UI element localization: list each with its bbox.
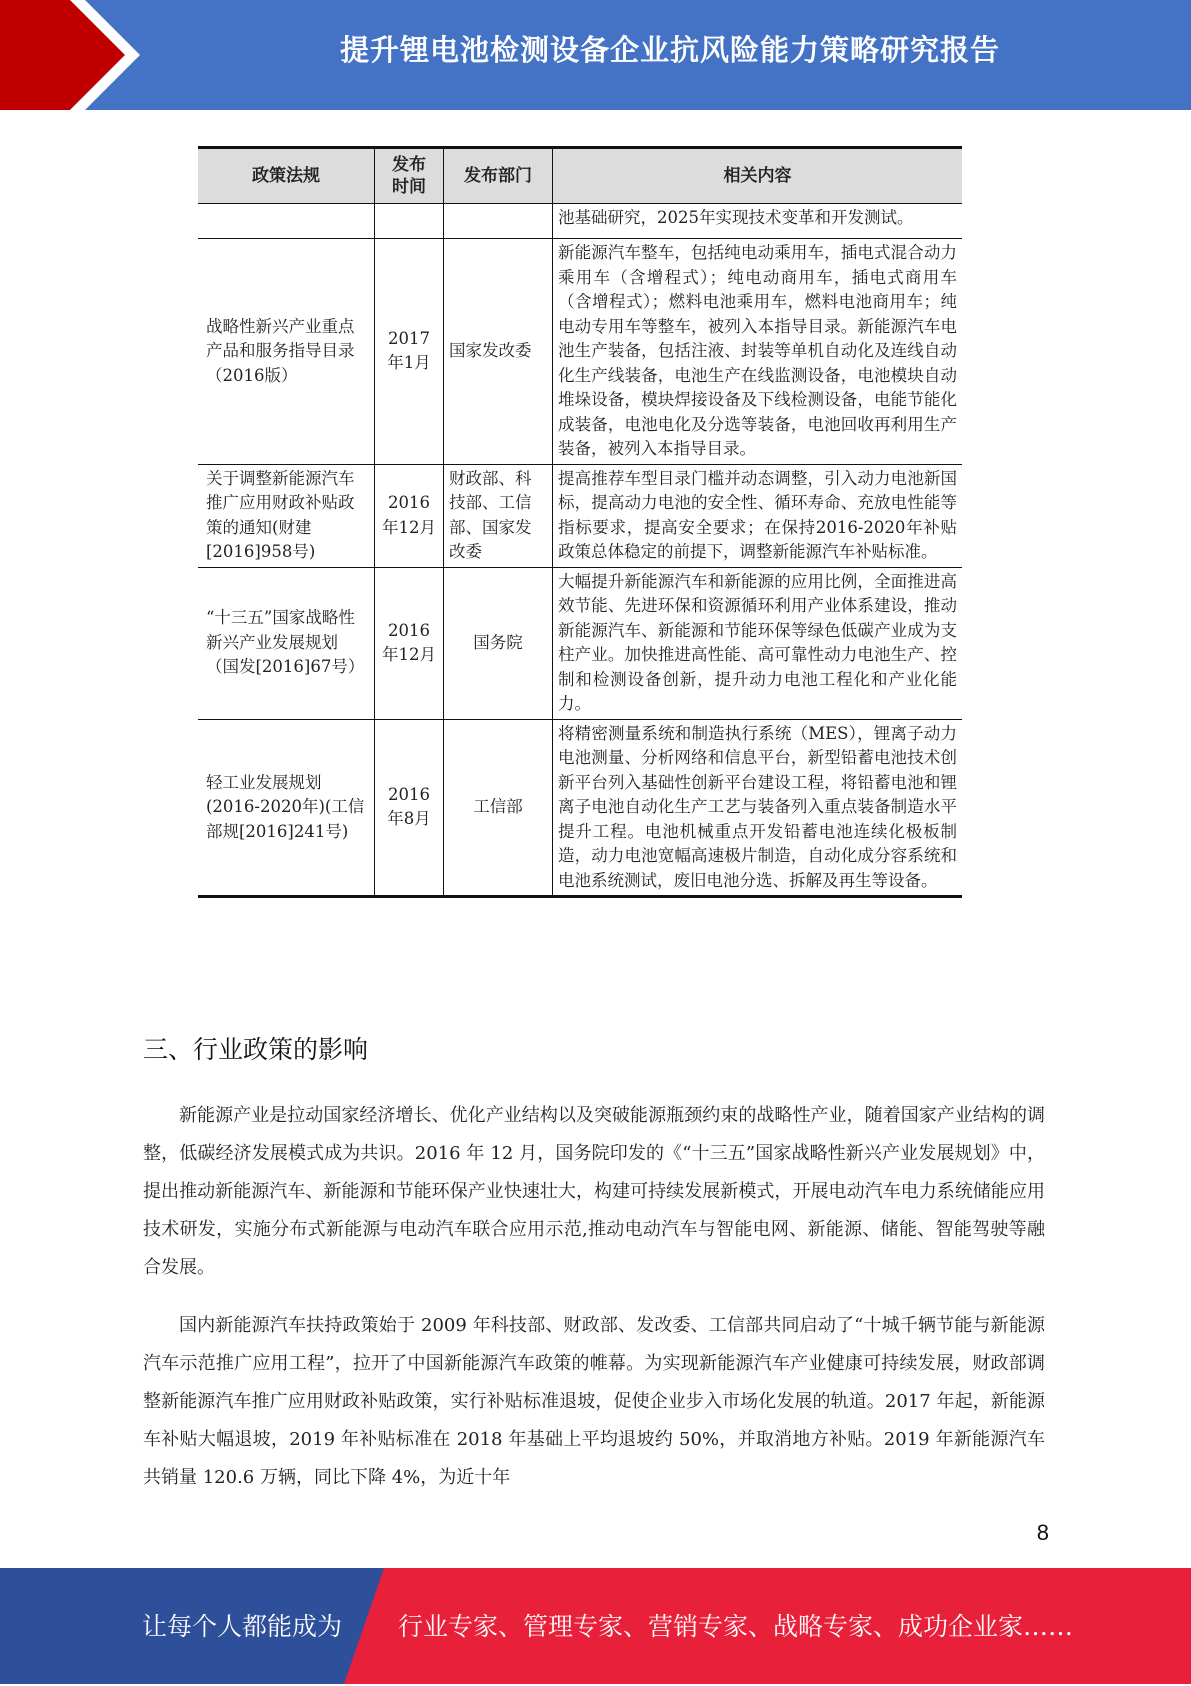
col-header-law: 政策法规 (198, 148, 375, 204)
footer-slogan-left: 让每个人都能成为 (142, 1612, 343, 1641)
body-paragraph: 国内新能源汽车扶持政策始于 2009 年科技部、财政部、发改委、工信部共同启动了“十城千辆节能与新能源汽车示范推广应用工程”，拉开了中国新能源汽车政策的帷幕。为实现新能源汽车产业健康可持续发展，财政部调整新能源汽车推广应用财政补贴政策，实行补贴标准退坡，促使企业步入市场化发展的轨道。2017 年起，新能源车补贴大幅退坡，2019 年补贴标准在 2018 年基础上平均退坡约 50%，并取消地方补贴。2019 年新能源汽车共销量 120.6 万辆，同比下降 4%，为近十年 (143, 1315, 1045, 1488)
cell-content: 将精密测量系统和制造执行系统（MES），锂离子动力电池测量、分析网络和信息平台，新型铅蓄电池技术创新平台列入基础性创新平台建设工程，将铅蓄电池和锂离子电池自动化生产工艺与装备列入重点装备制造水平提升工程。电池机械重点开发铅蓄电池连续化极板制造，动力电池宽幅高速极片制造，自动化成分容系统和电池系统测试，废旧电池分选、拆解及再生等设备。 (553, 719, 963, 897)
section-heading: 三、行业政策的影响 (143, 1035, 369, 1064)
table-header-row (198, 148, 962, 204)
table-row (198, 204, 962, 239)
report-title: 提升锂电池检测设备企业抗风险能力策略研究报告 (339, 33, 1000, 67)
cell-dept: 工信部 (444, 719, 553, 897)
cell-time: 2016年12月 (375, 464, 444, 567)
cell-time (375, 204, 444, 239)
body-paragraph: 新能源产业是拉动国家经济增长、优化产业结构以及突破能源瓶颈约束的战略性产业，随着国家产业结构的调整，低碳经济发展模式成为共识。2016 年 12 月，国务院印发的《“十三五”国家战略性新兴产业发展规划》中，提出推动新能源汽车、新能源和节能环保产业快速壮大，构建可持续发展新模式，开展电动汽车电力系统储能应用技术研发，实施分布式新能源与电动汽车联合应用示范,推动电动汽车与智能电网、新能源、储能、智能驾驶等融合发展。 (143, 1105, 1045, 1278)
cell-content: 池基础研究，2025年实现技术变革和开发测试。 (553, 204, 963, 239)
col-header-content: 相关内容 (553, 148, 963, 204)
col-header-dept: 发布部门 (444, 148, 553, 204)
page-number: 8 (1036, 1520, 1049, 1545)
cell-time: 2016年12月 (375, 567, 444, 719)
table-row (198, 567, 962, 719)
cell-content: 新能源汽车整车，包括纯电动乘用车，插电式混合动力乘用车（含增程式）；纯电动商用车，插电式商用车（含增程式）；燃料电池乘用车，燃料电池商用车；纯电动专用车等整车，被列入本指导目录。新能源汽车电池生产装备，包括注液、封装等单机自动化及连线自动化生产线装备，电池生产在线监测设备，电池模块自动堆垛设备，模块焊接设备及下线检测设备，电能节能化成装备，电池电化及分选等装备，电池回收再利用生产装备，被列入本指导目录。 (553, 239, 963, 465)
cell-dept: 国务院 (444, 567, 553, 719)
col-header-time (375, 148, 444, 204)
policy-table (198, 146, 962, 898)
cell-dept (444, 204, 553, 239)
table-row (198, 464, 962, 567)
cell-law: 关于调整新能源汽车推广应用财政补贴政策的通知(财建[2016]958号) (198, 464, 375, 567)
cell-dept: 国家发改委 (444, 239, 553, 465)
chevron-arrow-icon (0, 0, 150, 110)
cell-content: 提高推荐车型目录门槛并动态调整，引入动力电池新国标，提高动力电池的安全性、循环寿命、充放电性能等指标要求，提高安全要求；在保持2016-2020年补贴政策总体稳定的前提下，调整新能源汽车补贴标准。 (553, 464, 963, 567)
page-footer (0, 1568, 1191, 1684)
page-header (0, 0, 1191, 110)
cell-time: 2016年8月 (375, 719, 444, 897)
col-header-time-label: 发布时间 (391, 155, 426, 197)
table-row (198, 719, 962, 897)
table-row (198, 239, 962, 465)
cell-law: 战略性新兴产业重点产品和服务指导目录（2016版） (198, 239, 375, 465)
cell-law: “十三五”国家战略性新兴产业发展规划（国发[2016]67号） (198, 567, 375, 719)
cell-content: 大幅提升新能源汽车和新能源的应用比例，全面推进高效节能、先进环保和资源循环利用产业体系建设，推动新能源汽车、新能源和节能环保等绿色低碳产业成为支柱产业。加快推进高性能、高可靠性动力电池生产、控制和检测设备创新，提升动力电池工程化和产业化能力。 (553, 567, 963, 719)
cell-time: 2017年1月 (375, 239, 444, 465)
cell-law: 轻工业发展规划(2016-2020年)(工信部规[2016]241号) (198, 719, 375, 897)
footer-slogan-right: 行业专家、管理专家、营销专家、战略专家、成功企业家…… (398, 1612, 1074, 1641)
cell-law (198, 204, 375, 239)
cell-dept: 财政部、科技部、工信部、国家发改委 (444, 464, 553, 567)
